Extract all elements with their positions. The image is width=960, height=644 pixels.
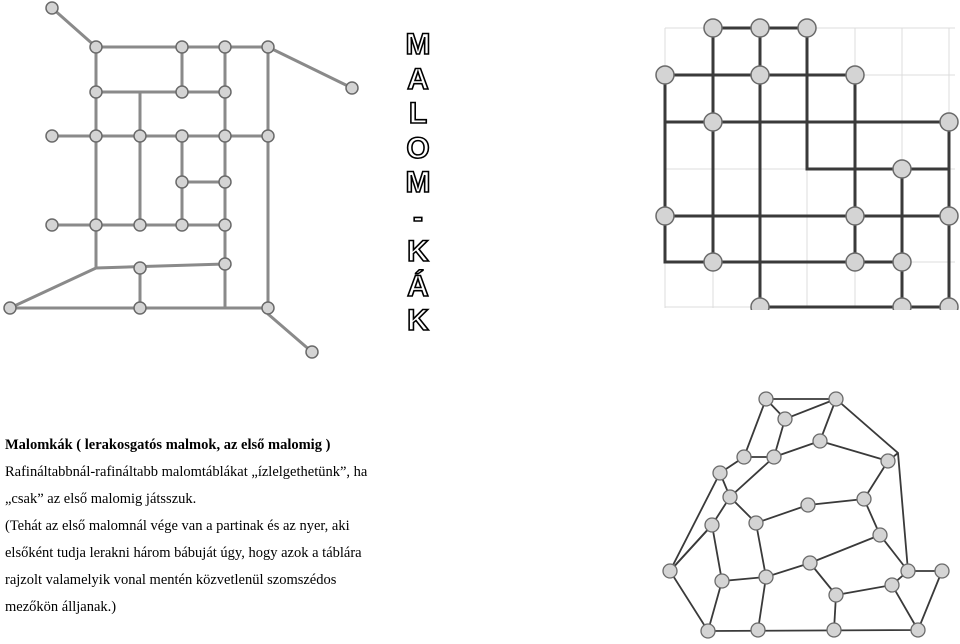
title-letter: Á [407,269,429,303]
swirl-board-diagram [0,0,370,370]
grid-board-svg [655,18,960,310]
vertical-title [394,28,442,339]
paragraph-line: elsőként tudja lerakni három bábuját úgy, hogy azok a táblára [5,545,362,561]
paragraph-line: mezőkön álljanak.) [5,599,117,615]
title-letter: K [407,235,429,268]
paragraph-line: Rafináltabbnál-rafináltabb malomtáblákat „ízlelgethetünk”, ha [5,464,368,480]
heading: Malomkák ( lerakosgatós malmok, az első malomig ) [5,437,331,453]
title-letter: L [408,97,428,130]
title-letter: M [405,166,431,199]
title-letter: A [407,62,429,96]
description-text [5,432,425,621]
title-letter: O [406,131,430,165]
polygon-board-svg [650,385,960,644]
paragraph-line: (Tehát az első malomnál vége van a partinak és az nyer, aki [5,518,350,534]
title-letter: - [413,200,423,234]
title-letter: M [405,28,431,61]
grid-board-diagram [655,18,960,310]
swirl-board-svg [0,0,370,370]
polygon-board-diagram [650,385,960,644]
title-letter: K [407,304,429,337]
paragraph-line: „csak” az első malomig játsszuk. [5,491,197,507]
paragraph-line: rajzolt valamelyik vonal mentén közvetlenül szomszédos [5,572,337,588]
